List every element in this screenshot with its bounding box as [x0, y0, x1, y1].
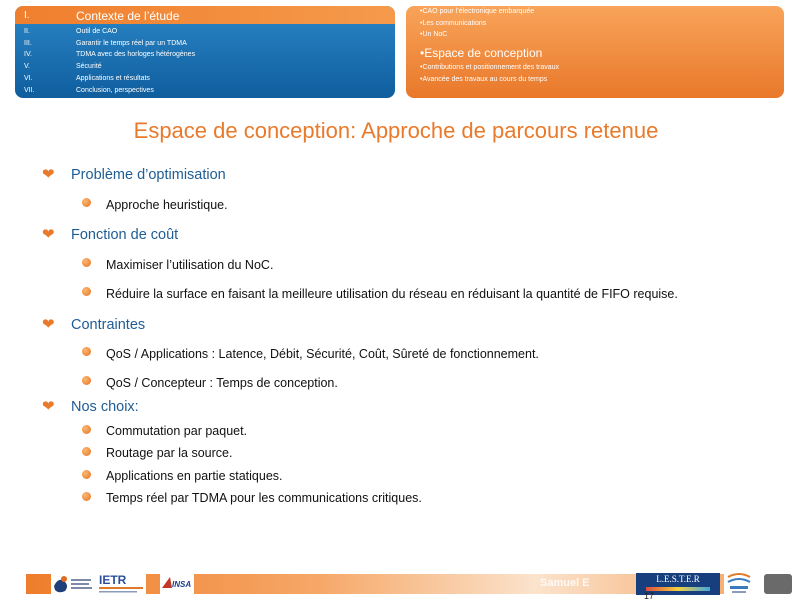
outline-nav-panel: [15, 6, 395, 98]
nav-item-number: IV.: [24, 51, 32, 58]
nav-item-number: VI.: [24, 75, 33, 82]
lester-logo-text: L.E.S.T.E.R: [656, 574, 700, 584]
round-bullet-icon: [82, 347, 91, 356]
subnav-item[interactable]: •Les communications: [420, 20, 487, 27]
section-heading: Fonction de coût: [71, 227, 179, 243]
nav-item-horloges[interactable]: [15, 49, 395, 61]
bullet-item: QoS / Concepteur : Temps de conception.: [106, 376, 338, 390]
bullet-item: Maximiser l’utilisation du NoC.: [106, 258, 274, 272]
heart-bullet-icon: ❤: [42, 226, 55, 243]
section-heading: Contraintes: [71, 317, 146, 333]
heart-bullet-icon: ❤: [42, 398, 55, 415]
bullet-item: Routage par la source.: [106, 446, 233, 460]
heart-bullet-icon: ❤: [42, 166, 55, 183]
nav-item-contexte[interactable]: [15, 6, 395, 24]
round-bullet-icon: [82, 470, 91, 479]
nav-item-label: Contexte de l’étude: [76, 9, 180, 23]
nav-item-conclusion[interactable]: [15, 85, 395, 97]
round-bullet-icon: [82, 425, 91, 434]
nav-item-securite[interactable]: [15, 61, 395, 73]
footer-author: Samuel E: [540, 577, 590, 589]
bullet-item: Réduire la surface en faisant la meilleure utilisation du réseau en réduisant la quantité de FIFO requise.: [106, 287, 678, 301]
subnav-item[interactable]: •Contributions et positionnement des travaux: [420, 64, 560, 71]
subnav-item[interactable]: •Un NoC: [420, 31, 448, 38]
round-bullet-icon: [82, 492, 91, 501]
nav-item-outil-cao[interactable]: [15, 26, 395, 38]
nav-item-label: TDMA avec des horloges hétérogènes: [76, 51, 196, 58]
round-bullet-icon: [82, 287, 91, 296]
nav-item-applications[interactable]: [15, 73, 395, 85]
ietr-logo-text: IETR: [99, 573, 127, 587]
round-bullet-icon: [82, 198, 91, 207]
bullet-item: Commutation par paquet.: [106, 424, 248, 438]
nav-item-number: VII.: [24, 87, 35, 94]
section-heading: Nos choix:: [71, 399, 139, 415]
subnav-item[interactable]: •CAO pour l’électronique embarquée: [420, 8, 535, 15]
slide-title: Espace de conception: Approche de parcours retenue: [133, 118, 659, 143]
bullet-item: Applications en partie statiques.: [106, 469, 283, 483]
round-bullet-icon: [82, 447, 91, 456]
ubs-logo: [724, 571, 754, 597]
ietr-logo: [96, 571, 146, 595]
footer-end-block: [764, 574, 792, 594]
nav-item-label: Garantir le temps réel par un TDMA: [76, 40, 187, 47]
cnrs-logo: [51, 572, 97, 596]
nav-item-label: Outil de CAO: [76, 28, 118, 35]
insa-logo: [160, 572, 194, 594]
heart-bullet-icon: ❤: [42, 316, 55, 333]
round-bullet-icon: [82, 376, 91, 385]
bullet-item: Approche heuristique.: [106, 198, 228, 212]
nav-item-label: Conclusion, perspectives: [76, 87, 154, 94]
nav-item-number: III.: [24, 40, 32, 47]
lester-logo-stripe: [646, 587, 710, 591]
page-number: 17: [644, 591, 655, 601]
nav-item-number: II.: [24, 28, 30, 35]
nav-item-label: Applications et résultats: [76, 75, 150, 82]
subnav-item-current[interactable]: •Espace de conception: [420, 46, 543, 60]
subnav-item[interactable]: •Avancée des travaux au cours du temps: [420, 76, 548, 83]
nav-item-label: Sécurité: [76, 63, 102, 70]
bullet-item: Temps réel par TDMA pour les communications critiques.: [106, 491, 422, 505]
round-bullet-icon: [82, 258, 91, 267]
section-heading: Problème d’optimisation: [71, 167, 226, 183]
nav-item-number: I.: [24, 10, 30, 21]
subsection-nav-panel: [406, 6, 784, 98]
insa-logo-text: INSA: [172, 580, 192, 589]
bullet-item: QoS / Applications : Latence, Débit, Sécurité, Coût, Sûreté de fonctionnement.: [106, 347, 539, 361]
nav-item-number: V.: [24, 63, 30, 70]
